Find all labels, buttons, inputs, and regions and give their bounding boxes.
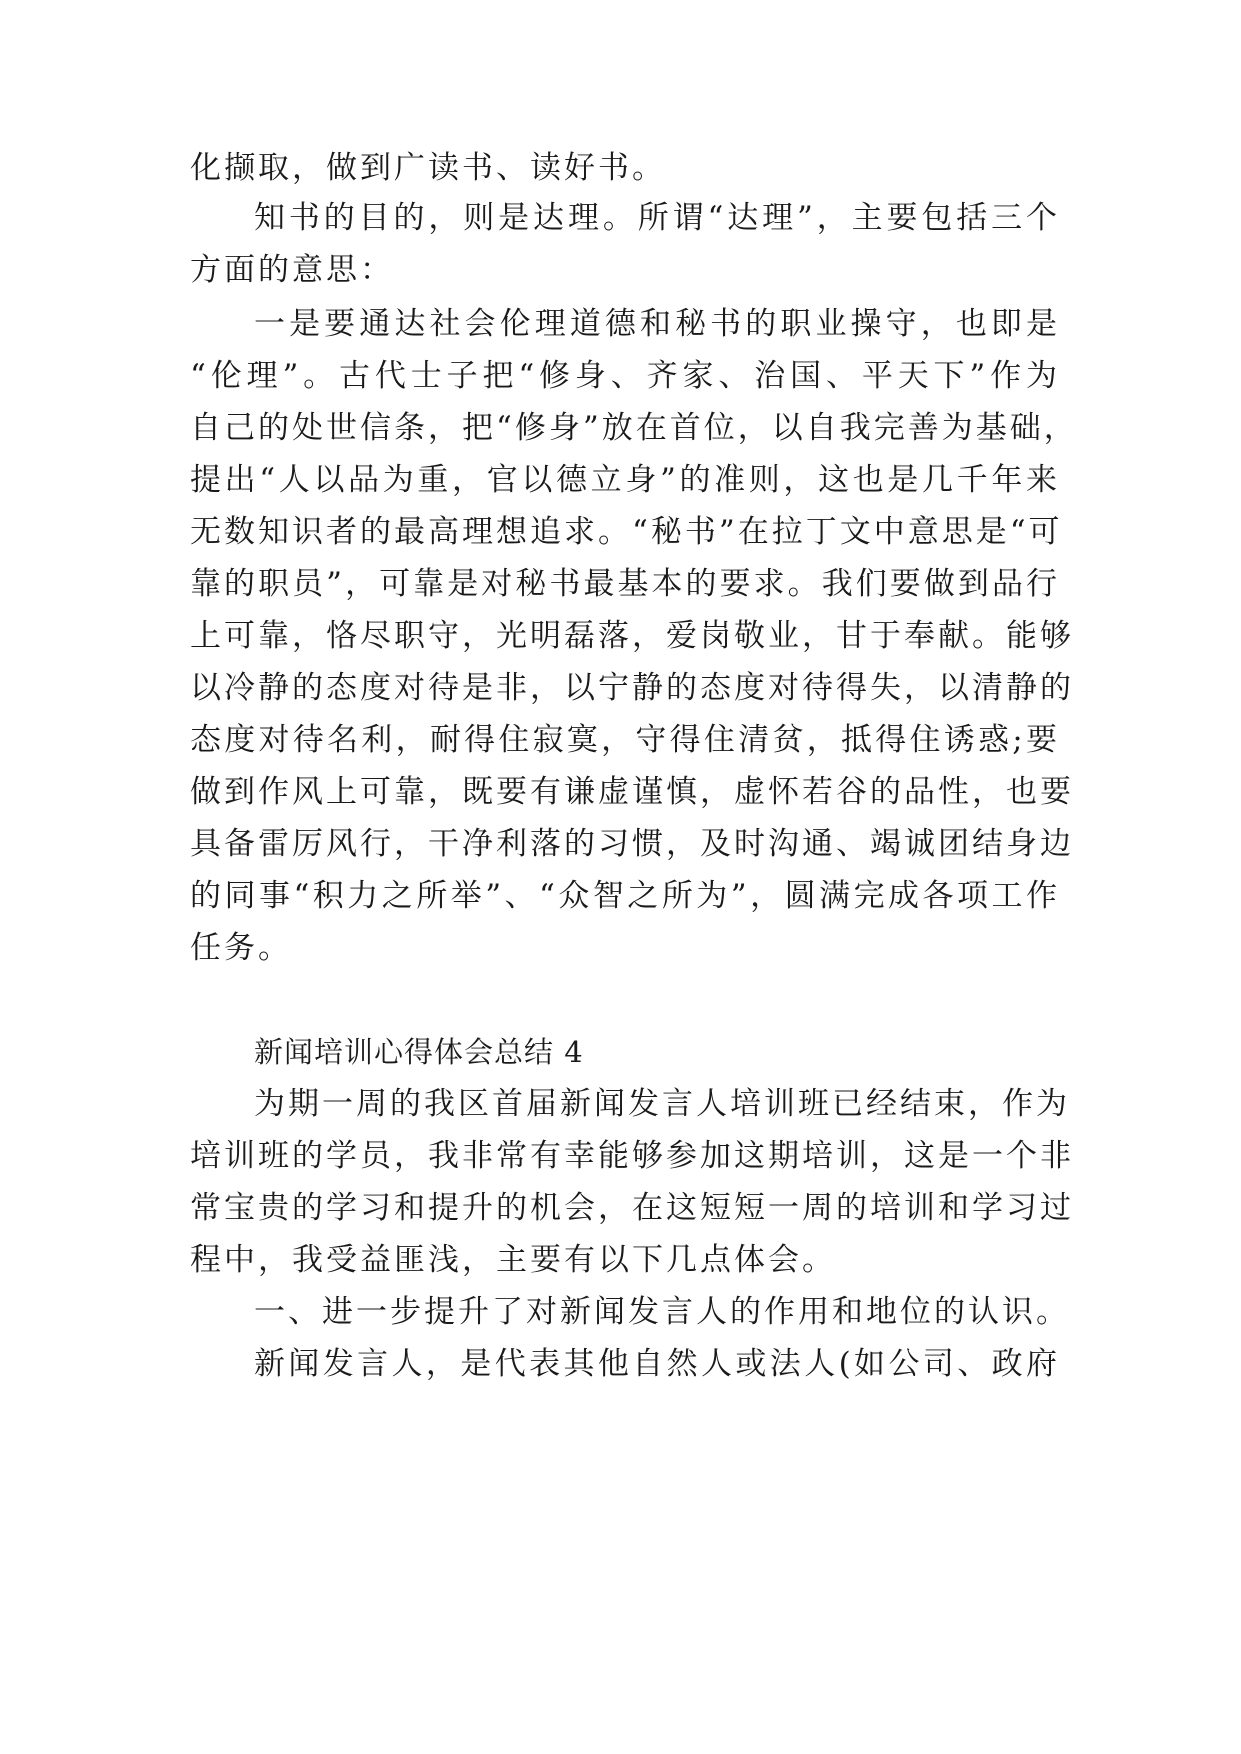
paragraph-line: 一、进一步提升了对新闻发言人的作用和地位的认识。 bbox=[254, 1294, 1070, 1330]
paragraph-line: 一是要通达社会伦理道德和秘书的职业操守，也即是 bbox=[254, 306, 1060, 342]
paragraph-line: 方面的意思： bbox=[190, 252, 394, 288]
paragraph-line: 化撷取，做到广读书、读好书。 bbox=[190, 150, 666, 186]
paragraph-line: 态度对待名利，耐得住寂寞，守得住清贫，抵得住诱惑;要 bbox=[190, 722, 1060, 758]
paragraph-line: 为期一周的我区首届新闻发言人培训班已经结束，作为 bbox=[254, 1086, 1070, 1122]
paragraph-line: 新闻发言人，是代表其他自然人或法人(如公司、政府 bbox=[254, 1346, 1060, 1382]
paragraph-line: 提出“人以品为重，官以德立身”的准则，这也是几千年来 bbox=[190, 462, 1060, 498]
paragraph-line: 培训班的学员，我非常有幸能够参加这期培训，这是一个非 bbox=[190, 1138, 1074, 1174]
paragraph-line: 知书的目的，则是达理。所谓“达理”，主要包括三个 bbox=[254, 200, 1060, 236]
paragraph-line: 程中，我受益匪浅，主要有以下几点体会。 bbox=[190, 1242, 836, 1278]
paragraph-line: 无数知识者的最高理想追求。“秘书”在拉丁文中意思是“可 bbox=[190, 514, 1063, 550]
paragraph-line: 自己的处世信条，把“修身”放在首位，以自我完善为基础， bbox=[190, 410, 1078, 446]
paragraph-line: 任务。 bbox=[190, 930, 292, 966]
paragraph-line: 靠的职员”，可靠是对秘书最基本的要求。我们要做到品行 bbox=[190, 566, 1060, 602]
paragraph-line: 的同事“积力之所举”、“众智之所为”，圆满完成各项工作 bbox=[190, 878, 1060, 914]
paragraph-line: 做到作风上可靠，既要有谦虚谨慎，虚怀若谷的品性，也要 bbox=[190, 774, 1074, 810]
paragraph-line: 上可靠，恪尽职守，光明磊落，爱岗敬业，甘于奉献。能够 bbox=[190, 618, 1074, 654]
paragraph-line: “伦理”。古代士子把“修身、齐家、治国、平天下”作为 bbox=[190, 358, 1060, 394]
paragraph-line: 常宝贵的学习和提升的机会，在这短短一周的培训和学习过 bbox=[190, 1190, 1074, 1226]
section-heading: 新闻培训心得体会总结 4 bbox=[254, 1035, 584, 1069]
paragraph-line: 具备雷厉风行，干净利落的习惯，及时沟通、竭诚团结身边 bbox=[190, 826, 1074, 862]
paragraph-line: 以冷静的态度对待是非，以宁静的态度对待得失，以清静的 bbox=[190, 670, 1074, 706]
